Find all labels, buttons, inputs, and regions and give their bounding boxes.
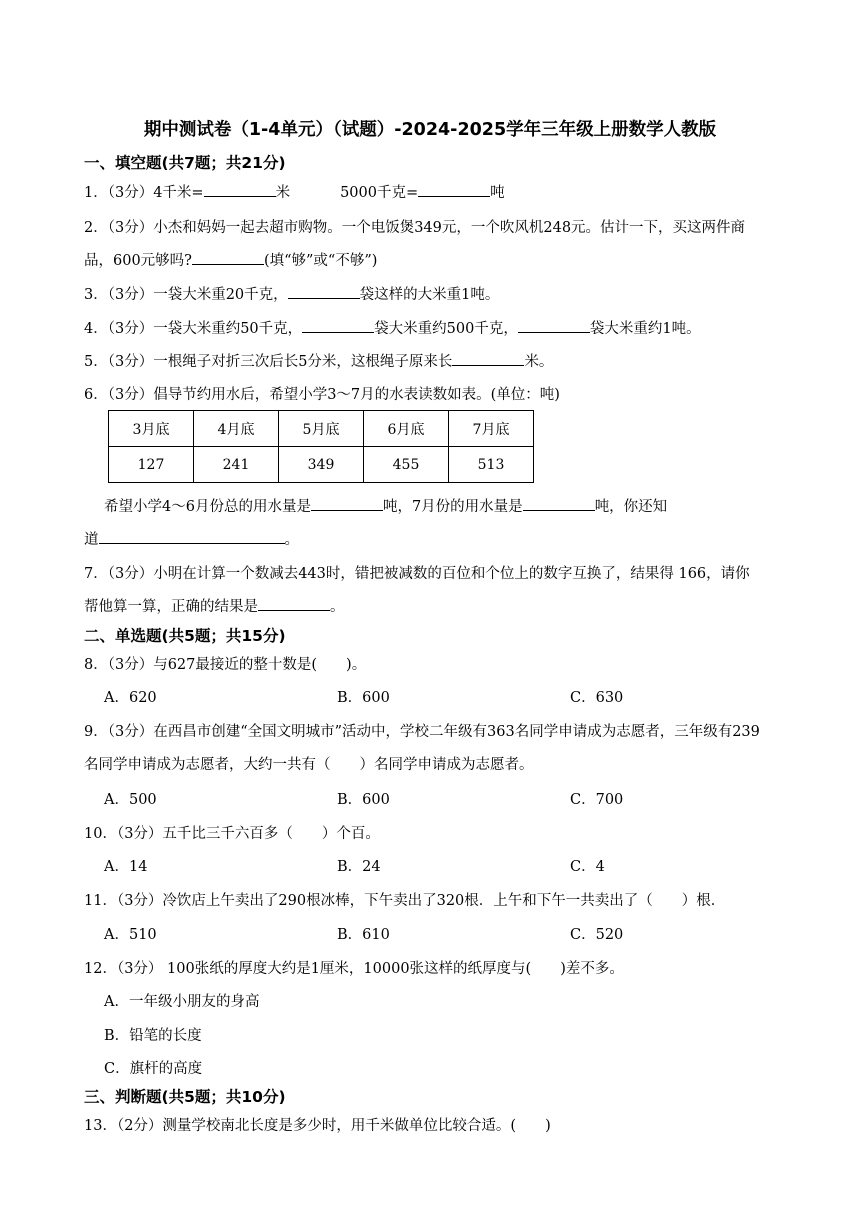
option-b[interactable]: B．铅笔的长度 bbox=[104, 1028, 202, 1044]
question-9-line-1: 9．（3分）在西昌市创建“全国文明城市”活动中，学校二年级有363名同学申请成为志愿者，三年级有239 bbox=[84, 724, 760, 740]
answer-blank[interactable] bbox=[258, 596, 330, 611]
option-c[interactable]: C．4 bbox=[570, 859, 605, 875]
option-b[interactable]: B．24 bbox=[337, 859, 381, 875]
q3-text-b: 袋这样的大米重1吨。 bbox=[359, 287, 500, 303]
answer-blank[interactable] bbox=[192, 250, 264, 265]
table-header-cell: 4月底 bbox=[194, 411, 279, 447]
table-header-row bbox=[109, 411, 534, 447]
section-judge-heading: 三、判断题(共5题；共10分) bbox=[84, 1088, 286, 1106]
table-cell: 241 bbox=[194, 447, 279, 483]
question-5 bbox=[84, 350, 553, 371]
question-3 bbox=[84, 283, 499, 304]
option-c[interactable]: C．700 bbox=[570, 792, 624, 808]
question-10-stem: 10．（3分）五千比三千六百多（ ）个百。 bbox=[84, 826, 380, 842]
question-6-line-3 bbox=[84, 528, 299, 549]
table-cell: 513 bbox=[449, 447, 534, 483]
answer-blank[interactable] bbox=[204, 182, 276, 197]
answer-blank[interactable] bbox=[518, 318, 590, 333]
question-2-line-2 bbox=[84, 249, 377, 270]
q6-text-b: 吨，7月份的用水量是 bbox=[382, 499, 523, 515]
table-cell: 127 bbox=[109, 447, 194, 483]
q2-text-b: (填“够”或“不够”) bbox=[263, 253, 378, 269]
question-11-stem: 11．（3分）冷饮店上午卖出了290根冰棒，下午卖出了320根．上午和下午一共卖出了（ ）根． bbox=[84, 893, 726, 909]
question-7-line-1: 7．（3分）小明在计算一个数减去443时，错把被减数的百位和个位上的数字互换了，结果得 166，请你 bbox=[84, 566, 750, 582]
table-row bbox=[109, 447, 534, 483]
option-b[interactable]: B．600 bbox=[337, 690, 390, 706]
q4-text-a: 4．（3分）一袋大米重约50千克， bbox=[84, 321, 303, 337]
answer-blank[interactable] bbox=[302, 318, 374, 333]
question-13-stem: 13．（2分）测量学校南北长度是多少时，用千米做单位比较合适。( ) bbox=[84, 1118, 551, 1134]
option-a[interactable]: A．14 bbox=[104, 859, 148, 875]
q5-text-b: 米。 bbox=[524, 354, 554, 370]
option-a[interactable]: A．一年级小朋友的身高 bbox=[104, 994, 260, 1010]
page-title: 期中测试卷（1-4单元）（试题）-2024-2025学年三年级上册数学人教版 bbox=[143, 120, 717, 140]
q6-text-a: 希望小学4～6月份总的用水量是 bbox=[104, 499, 311, 515]
answer-blank[interactable] bbox=[311, 496, 383, 511]
q5-text-a: 5．（3分）一根绳子对折三次后长5分米，这根绳子原来长 bbox=[84, 354, 453, 370]
q6-text-e: 。 bbox=[284, 532, 299, 548]
question-1 bbox=[84, 181, 505, 202]
answer-blank[interactable] bbox=[288, 284, 360, 299]
q1-text-a: 1．（3分）4千米= bbox=[84, 185, 204, 201]
question-6-line-1: 6．（3分）倡导节约用水后，希望小学3～7月的水表读数如表。(单位：吨) bbox=[84, 387, 560, 403]
answer-blank[interactable] bbox=[452, 351, 524, 366]
question-7-line-2 bbox=[84, 595, 345, 616]
table-header-cell: 7月底 bbox=[449, 411, 534, 447]
question-12-stem: 12．（3分） 100张纸的厚度大约是1厘米，10000张这样的纸厚度与( )差不多。 bbox=[84, 961, 624, 977]
option-a[interactable]: A．510 bbox=[104, 927, 157, 943]
section-choice-heading: 二、单选题(共5题；共15分) bbox=[84, 627, 286, 645]
q7-text-a: 帮他算一算，正确的结果是 bbox=[84, 599, 258, 615]
question-2-line-1: 2．（3分）小杰和妈妈一起去超市购物。一个电饭煲349元，一个吹风机248元。估计一下，买这两件商 bbox=[84, 220, 746, 236]
option-b[interactable]: B．610 bbox=[337, 927, 390, 943]
section-fill-heading: 一、填空题(共7题；共21分) bbox=[84, 154, 286, 172]
q7-text-b: 。 bbox=[330, 599, 345, 615]
option-c[interactable]: C．630 bbox=[570, 690, 624, 706]
option-b[interactable]: B．600 bbox=[337, 792, 390, 808]
q6-text-c: 吨，你还知 bbox=[594, 499, 668, 515]
question-6-line-2 bbox=[104, 495, 667, 516]
question-9-line-2: 名同学申请成为志愿者，大约一共有（ ）名同学申请成为志愿者。 bbox=[84, 757, 534, 773]
q6-text-d: 道 bbox=[84, 532, 99, 548]
water-meter-table bbox=[108, 410, 534, 483]
table-header-cell: 3月底 bbox=[109, 411, 194, 447]
q1-text-b: 米 bbox=[275, 185, 291, 201]
question-8-stem: 8．（3分）与627最接近的整十数是( )。 bbox=[84, 657, 367, 673]
q4-text-c: 袋大米重约1吨。 bbox=[589, 321, 701, 337]
question-4 bbox=[84, 317, 701, 338]
table-cell: 349 bbox=[279, 447, 364, 483]
table-header-cell: 5月底 bbox=[279, 411, 364, 447]
option-c[interactable]: C．520 bbox=[570, 927, 624, 943]
option-a[interactable]: A．500 bbox=[104, 792, 157, 808]
q1-text-d: 吨 bbox=[490, 185, 505, 201]
answer-blank[interactable] bbox=[99, 529, 285, 544]
q3-text-a: 3．（3分）一袋大米重20千克， bbox=[84, 287, 288, 303]
option-a[interactable]: A．620 bbox=[104, 690, 157, 706]
answer-blank[interactable] bbox=[418, 182, 490, 197]
option-c[interactable]: C．旗杆的高度 bbox=[104, 1061, 203, 1077]
answer-blank[interactable] bbox=[523, 496, 595, 511]
q1-text-c: 5000千克= bbox=[340, 185, 419, 201]
q2-text-a: 品，600元够吗? bbox=[84, 253, 192, 269]
table-cell: 455 bbox=[364, 447, 449, 483]
table-header-cell: 6月底 bbox=[364, 411, 449, 447]
q4-text-b: 袋大米重约500千克， bbox=[374, 321, 518, 337]
